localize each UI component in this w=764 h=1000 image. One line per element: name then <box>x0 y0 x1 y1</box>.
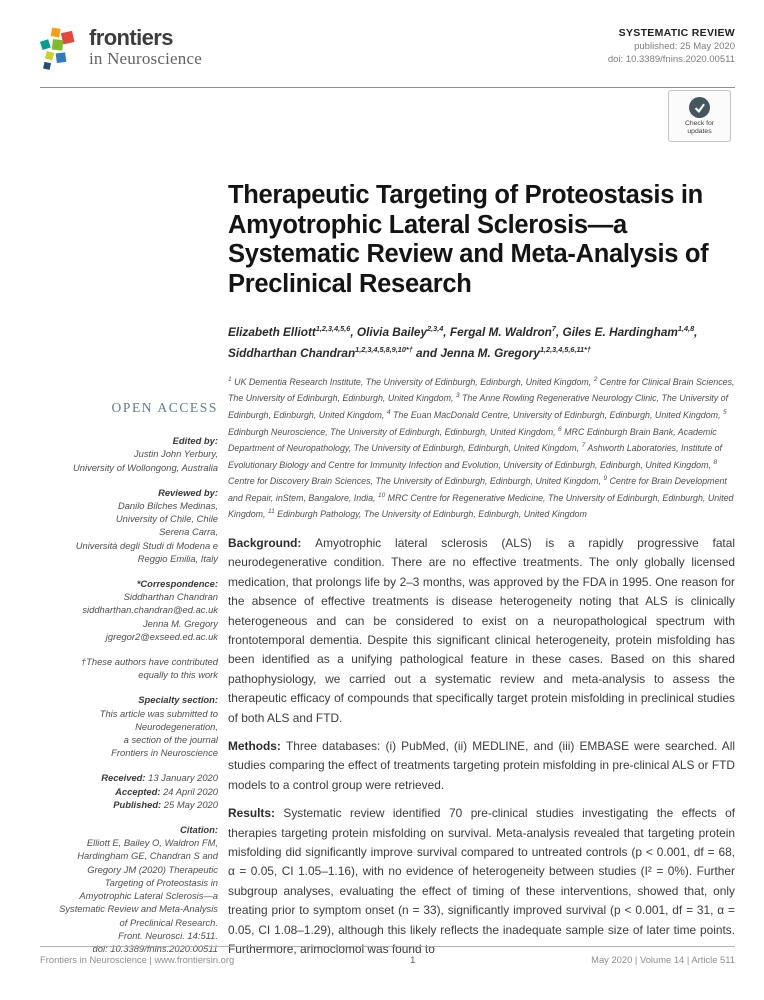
brand-name: frontiers <box>89 25 173 50</box>
affiliation-sup: 9 <box>603 475 608 483</box>
abstract-paragraph-label: Results: <box>228 806 284 821</box>
equal-contribution-note <box>40 655 218 681</box>
specialty-section-line: This article was submitted to <box>99 707 218 719</box>
published-date: published: 25 May 2020 <box>634 41 735 52</box>
footer-issue-info: May 2020 | Volume 14 | Article 511 <box>591 954 735 965</box>
reviewed-by-label: Reviewed by: <box>158 486 218 498</box>
equal-contribution-note-line: †These authors have contributed <box>80 656 218 668</box>
correspondence <box>40 577 218 643</box>
reviewed-by <box>40 486 218 565</box>
abstract-paragraph: Results: Systematic review identified 70 pre-clinical studies investigating the effects of therapies targeting protein misfolding on survival. Meta-analysis revealed that targeting protein misfolding did significantly improve survival compared to untreated controls (p < 0.001, df = 68, α = 0.05, CI 1.05–1.16), with no evidence of heterogeneity between studies (I² = 0%). Further subgroup analyses, evaluating the effect of timing of these interventions, showed that, only treating prior to symptom onset (n = 33), significantly improved survival (p < 0.001, df = 31, α = 0.05, CI 1.08–1.29), although this likely reflects the inadequate sample size of later time points. Furthermore, arimoclomol was found to <box>228 806 735 957</box>
affiliation-sup: 10 <box>377 491 386 499</box>
check-badge-line1: Check for <box>684 119 715 127</box>
abstract-paragraph: Background: Amyotrophic lateral sclerosis (ALS) is a rapidly progressive fatal neurodegenerative condition. There are no effective treatments. The only globally licensed medication, that prolongs life by 2–3 months, was approved by the FDA in 1995. One reason for the absence of effective treatments is disease heterogeneity noting that ALS is clinically heterogeneous and can be considered to exist on a neuropathological spectrum with frontotemporal dementia. Despite this significant clinical heterogeneity, protein misfolding has been identified as a unifying pathological feature in these cases. Based on this shared pathophysiology, we carried out a systematic review and meta-analysis to assess the therapeutic efficacy of compounds that specifically target protein misfolding in preclinical studies of both ALS and FTD. <box>228 535 735 725</box>
abstract-paragraph-label: Background: <box>228 535 316 550</box>
affiliation-sup: 7 <box>581 442 586 450</box>
reviewed-by-line: Serena Carra, <box>159 526 218 538</box>
correspondence-email[interactable]: siddharthan.chandran@ed.ac.uk <box>82 604 218 616</box>
specialty-section-label: Specialty section: <box>138 694 218 706</box>
reviewed-by-line: University of Chile, Chile <box>115 513 218 525</box>
citation-label: Citation: <box>179 824 218 836</box>
citation-line: of Preclinical Research. <box>119 916 218 928</box>
reviewed-by-line: Danilo Bilches Medinas, <box>117 500 218 512</box>
abstract-paragraph-label: Methods: <box>228 738 286 753</box>
author-affiliation-sup: 2,3,4 <box>427 324 444 333</box>
article-dates <box>40 771 218 811</box>
correspondence-line: Siddharthan Chandran <box>123 591 218 603</box>
abstract-paragraph: Methods: Three databases: (i) PubMed, (ii) MEDLINE, and (iii) EMBASE were searched. All studies comparing the effect of treatments targeting protein misfolding in pre-clinical ALS or FTD models to a control group were retrieved. <box>228 738 735 792</box>
citation-line: doi: 10.3389/fnins.2020.00511 <box>92 942 218 954</box>
reviewed-by-line: Università degli Studi di Modena e <box>75 539 218 551</box>
edited-by <box>40 434 218 474</box>
article-title: Therapeutic Targeting of Proteostasis in Amyotrophic Lateral Sclerosis—a Systematic Review and Meta-Analysis of Preclinical Research <box>228 181 709 298</box>
page-number: 1 <box>410 954 416 965</box>
affiliation-sup: 5 <box>723 408 727 416</box>
crossmark-icon <box>689 97 710 118</box>
citation-line: Front. Neurosci. 14:511. <box>118 929 218 941</box>
edited-by-line: University of Wollongong, Australia <box>72 461 218 473</box>
abstract-section <box>228 534 735 960</box>
author-affiliation-sup: 1,4,8 <box>677 324 695 333</box>
author-name: Giles E. Hardingham <box>562 324 678 339</box>
author-name: Fergal M. Waldron <box>449 324 552 339</box>
equal-contribution-note-line: equally to this work <box>138 669 218 681</box>
affiliation-sup: 3 <box>455 392 460 400</box>
affiliation-sup: 6 <box>558 425 562 433</box>
author-name: Olivia Bailey <box>356 324 428 339</box>
specialty-section-line: Neurodegeneration, <box>135 720 218 732</box>
footer-journal-url[interactable]: Frontiers in Neuroscience | www.frontiersin.org <box>40 954 235 965</box>
reviewed-by-line: Reggio Emilia, Italy <box>137 552 218 564</box>
doi-line[interactable]: doi: 10.3389/fnins.2020.00511 <box>607 54 735 65</box>
author-name: Elizabeth Elliott <box>228 324 316 339</box>
check-for-updates-badge[interactable] <box>668 90 731 142</box>
frontiers-logo <box>40 27 202 75</box>
citation-line: Gregory JM (2020) Therapeutic <box>87 863 218 875</box>
article-date-row: Received: 13 January 2020 <box>101 772 218 784</box>
specialty-section-line: Frontiers in Neuroscience <box>111 747 218 759</box>
citation-line: Hardingham GE, Chandran S and <box>77 850 218 862</box>
article-date-label: Published: <box>113 798 164 810</box>
author-name: Jenna M. Gregory <box>440 345 540 360</box>
affiliation-sup: 2 <box>593 375 598 383</box>
open-access-label: OPEN ACCESS <box>111 400 218 415</box>
citation-line: Systematic Review and Meta-Analysis <box>59 903 218 915</box>
affiliation-sup: 11 <box>267 508 275 516</box>
citation-line: Amyotrophic Lateral Sclerosis—a <box>79 890 218 902</box>
article-date-label: Received: <box>101 772 149 784</box>
header-divider <box>40 87 735 88</box>
edited-by-line: Justin John Yerbury, <box>133 448 218 460</box>
article-date-row: Published: 25 May 2020 <box>113 798 218 810</box>
affiliation-sup: 8 <box>713 458 718 466</box>
author-affiliation-sup: 1,2,3,4,5,8,9,10*† <box>355 344 413 354</box>
article-info-sidebar <box>40 401 218 967</box>
journal-wordmark <box>89 27 202 68</box>
article-date-row: Accepted: 24 April 2020 <box>115 785 218 797</box>
edited-by-label: Edited by: <box>172 435 218 447</box>
header-meta <box>608 27 735 66</box>
correspondence-email[interactable]: jgregor2@exseed.ed.ac.uk <box>105 630 218 642</box>
page-footer <box>40 946 735 965</box>
article-type-label: SYSTEMATIC REVIEW <box>618 27 735 39</box>
check-badge-label <box>685 120 714 135</box>
journal-name: in Neuroscience <box>89 49 202 68</box>
frontiers-cubes-icon <box>40 27 82 75</box>
affiliation-sup: 4 <box>386 408 391 416</box>
citation-line: Targeting of Proteostasis in <box>104 876 218 888</box>
sidebar-blocks <box>40 434 218 955</box>
author-affiliation-sup: 1,2,3,4,5,6,11*† <box>539 344 591 354</box>
citation <box>40 823 218 955</box>
article-date-label: Accepted: <box>115 785 164 797</box>
affiliation-sup: 1 <box>228 375 232 383</box>
check-badge-line2: updates <box>687 127 712 135</box>
citation-line: Elliott E, Bailey O, Waldron FM, <box>86 837 218 849</box>
author-affiliation-sup: 7 <box>551 324 556 333</box>
article-main-column <box>228 181 735 968</box>
affiliations: $^1$ UK Dementia Research Institute, The University of Edinburgh, Edinburgh, United Kingdom, $^2$ Centre for Clinical Brain Sciences, The University of Edinburgh, Edinburgh, United Kingdom, $^3$ The Anne Rowling Regenerative Neurology Clinic, The University of Edinburgh, Edinburgh, United Kingdom, $^4$ The Euan MacDonald Centre, University of Edinburgh, Edinburgh, United Kingdom, $^5$ Edinburgh Neuroscience, The University of Edinburgh, Edinburgh, United Kingdom, $^6$ MRC Edinburgh Brain Bank, Academic Department of Neuropathology, The University of Edinburgh, Edinburgh, United Kingdom, $^7$ Ashworth Laboratories, Institute of Evolutionary Biology and Centre for Immunity Infection and Evolution, University of Edinburgh, Edinburgh, United Kingdom, $^8$ Centre for Discovery Brain Sciences, The University of Edinburgh, Edinburgh, United Kingdom, $^9$ Centre for Brain Development and Repair, inStem, Bangalore, India, $^{10}$ MRC Centre for Regenerative Medicine, The University of Edinburgh, Edinburgh, United Kingdom, $^{11}$ Edinburgh Pathology, The University of Edinburgh, Edinburgh, United Kingdom <box>228 375 735 520</box>
specialty-section-line: a section of the journal <box>123 734 218 746</box>
author-name: Siddharthan Chandran <box>228 345 356 360</box>
author-line: Elizabeth Elliott$^{1,2,3,4,5,6}$, Olivia Bailey$^{2,3,4}$, Fergal M. Waldron$^7$, Giles E. Hardingham$^{1,4,8}$, Siddharthan Chandran$^{1,2,3,4,5,8,9,10*\dagger}$ and Jenna M. Gregory$^{1,2,3,4,5,6,11*\dagger}$ <box>228 324 698 360</box>
correspondence-label: *Correspondence: <box>136 578 218 590</box>
specialty-section <box>40 693 218 759</box>
author-affiliation-sup: 1,2,3,4,5,6 <box>315 324 351 333</box>
page-header <box>40 27 735 75</box>
correspondence-line: Jenna M. Gregory <box>142 617 218 629</box>
